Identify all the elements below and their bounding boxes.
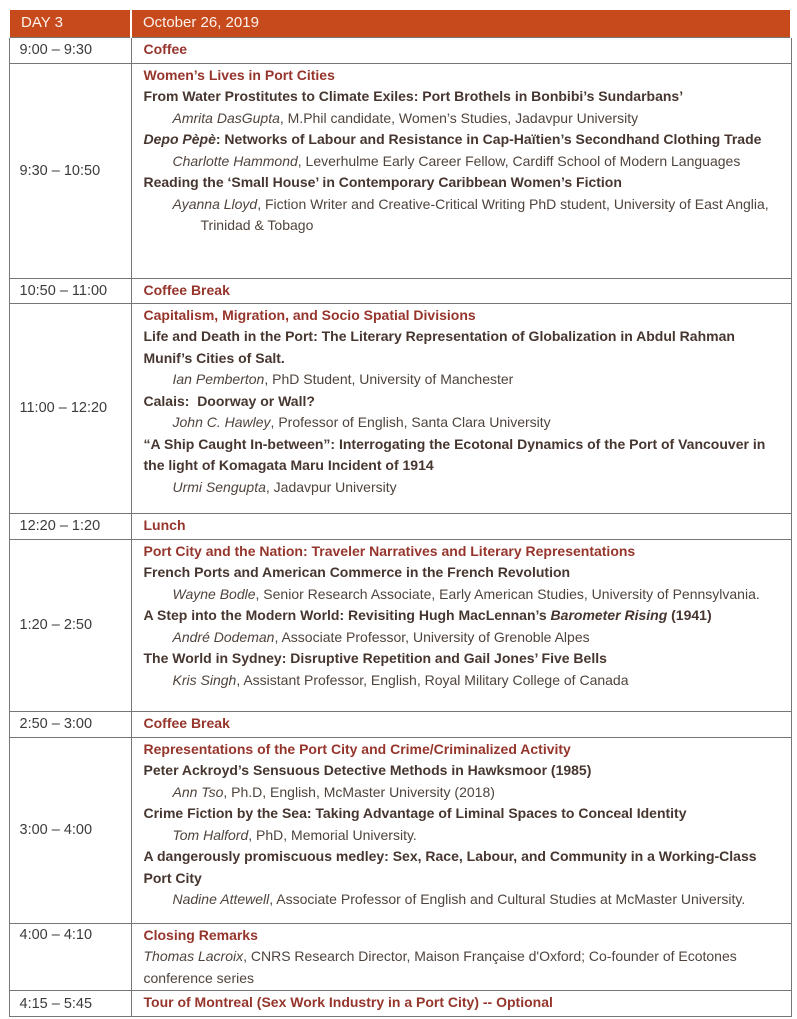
panel-title: Port City and the Nation: Traveler Narratives and Literary Representations: [143, 542, 636, 559]
speaker-affiliation: , CNRS Research Director, Maison Française d'Oxford; Co-founder of Ecotones conference series: [143, 948, 741, 986]
paper-title: “A Ship Caught In-between”: Interrogating the Ecotonal Dynamics of the Port of Vancouver in the light of Komagata Maru Incident of 1914: [143, 435, 770, 473]
paper-title: Crime Fiction by the Sea: Taking Advantage of Liminal Spaces to Conceal Identity: [143, 805, 687, 821]
speaker-name: Thomas Lacroix: [143, 948, 244, 964]
paper-title: Peter Ackroyd’s Sensuous Detective Methods in Hawksmoor (1985): [143, 762, 592, 778]
speaker-affiliation: , Ph.D, English, McMaster University (2018): [223, 783, 495, 800]
schedule-row-tour: [9, 991, 791, 1017]
speaker-affiliation: , Associate Professor of English and Cultural Studies at McMaster University.: [269, 891, 746, 907]
time-cell: 1:20 – 2:50: [9, 539, 131, 711]
time-cell: 2:50 – 3:00: [9, 711, 131, 737]
paper-title: The World in Sydney: Disruptive Repetition and Gail Jones’ Five Bells: [143, 650, 607, 666]
panel-title: Women’s Lives in Port Cities: [143, 66, 335, 83]
speaker-name: Nadine Attewell: [172, 891, 270, 907]
schedule-row-coffee: [9, 37, 791, 63]
day-label: DAY 3: [9, 9, 131, 37]
speaker-affiliation: , Associate Professor, University of Grenoble Alpes: [274, 628, 590, 645]
speaker-name: Kris Singh: [172, 671, 237, 688]
time-cell: 3:00 – 4:00: [9, 737, 131, 923]
speaker-line: [144, 670, 781, 692]
schedule-row-panel-4: [9, 737, 791, 923]
paper-title: From Water Prostitutes to Climate Exiles: Port Brothels in Bonbibi’s Sundarbans’: [143, 88, 684, 104]
speaker-name: Ayanna Lloyd: [172, 195, 258, 212]
date-label: October 26, 2019: [131, 9, 791, 37]
schedule-row-panel-3: [9, 539, 791, 711]
event-title: Tour of Montreal (Sex Work Industry in a Port City) -- Optional: [143, 994, 553, 1010]
speaker-affiliation: , Assistant Professor, English, Royal Military College of Canada: [236, 671, 629, 688]
speaker-affiliation: , Fiction Writer and Creative-Critical Writing PhD student, University of East Anglia, Trinidad & Tobago: [200, 195, 773, 233]
event-title: Coffee: [143, 40, 188, 57]
paper-title: Calais: Doorway or Wall?: [143, 392, 315, 409]
speaker-line: [144, 889, 781, 911]
speaker-name: Ann Tso: [172, 783, 224, 800]
time-cell: 12:20 – 1:20: [9, 513, 131, 539]
speaker-name: Wayne Bodle: [172, 585, 256, 602]
event-title: Closing Remarks: [143, 926, 258, 943]
event-title: Coffee Break: [143, 714, 230, 731]
time-cell: 11:00 – 12:20: [9, 303, 131, 513]
speaker-name: Charlotte Hammond: [172, 152, 298, 169]
speaker-affiliation: , PhD Student, University of Manchester: [264, 371, 514, 387]
header-row: [9, 9, 791, 37]
event-title: Coffee Break: [143, 281, 230, 298]
speaker-line: [144, 584, 781, 606]
speaker-name: Urmi Sengupta: [172, 478, 266, 495]
speaker-line: [144, 825, 781, 847]
time-cell: 10:50 – 11:00: [9, 278, 131, 303]
speaker-affiliation: , Professor of English, Santa Clara University: [270, 414, 551, 430]
event-title: Lunch: [143, 516, 186, 533]
speaker-line: [144, 108, 781, 130]
paper-title: French Ports and American Commerce in the French Revolution: [143, 564, 571, 580]
paper-title: Life and Death in the Port: The Literary Representation of Globalization in Abdul Rahman Munif’s Cities of Salt.: [143, 328, 739, 366]
panel-title: Capitalism, Migration, and Socio Spatial Divisions: [143, 306, 476, 323]
speaker-line: [144, 412, 781, 434]
speaker-affiliation: , Jadavpur University: [265, 478, 397, 495]
speaker-line: [144, 194, 781, 237]
speaker-name: Ian Pemberton: [172, 371, 265, 387]
time-cell: 9:30 – 10:50: [9, 63, 131, 278]
speaker-affiliation: , Senior Research Associate, Early American Studies, University of Pennsylvania.: [255, 585, 760, 602]
speaker-affiliation: , Leverhulme Early Career Fellow, Cardiff School of Modern Languages: [297, 152, 741, 169]
speaker-name: John C. Hawley: [172, 414, 271, 430]
speaker-line: [144, 627, 781, 649]
schedule-row-coffee-break: [9, 278, 791, 303]
schedule-row-lunch: [9, 513, 791, 539]
paper-title: Depo Pèpè: Networks of Labour and Resistance in Cap-Haïtien’s Secondhand Clothing Trade: [143, 131, 762, 147]
speaker-line: [144, 477, 781, 499]
speaker-affiliation: , M.Phil candidate, Women’s Studies, Jadavpur University: [279, 109, 639, 126]
speaker-line: [144, 369, 781, 391]
time-cell: 4:00 – 4:10: [9, 923, 131, 991]
paper-title: Reading the ‘Small House’ in Contemporary Caribbean Women’s Fiction: [143, 174, 622, 190]
speaker-line: [144, 946, 781, 989]
time-cell: 4:15 – 5:45: [9, 991, 131, 1017]
schedule-row-panel-2: [9, 303, 791, 513]
schedule-row-coffee-break-2: [9, 711, 791, 737]
schedule-row-closing-remarks: [9, 923, 791, 991]
speaker-line: [144, 151, 781, 173]
paper-title: A Step into the Modern World: Revisiting Hugh MacLennan’s Barometer Rising (1941): [143, 607, 712, 623]
paper-title: A dangerously promiscuous medley: Sex, Race, Labour, and Community in a Working-Class Port City: [143, 848, 761, 886]
panel-title: Representations of the Port City and Crime/Criminalized Activity: [143, 740, 571, 757]
speaker-line: [144, 782, 781, 804]
schedule-row-panel-1: [9, 63, 791, 278]
speaker-affiliation: , PhD, Memorial University.: [248, 826, 417, 843]
speaker-name: Amrita DasGupta: [172, 109, 280, 126]
speaker-name: Tom Halford: [172, 826, 249, 843]
schedule-table: [8, 8, 792, 1017]
time-cell: 9:00 – 9:30: [9, 37, 131, 63]
speaker-name: André Dodeman: [172, 628, 275, 645]
